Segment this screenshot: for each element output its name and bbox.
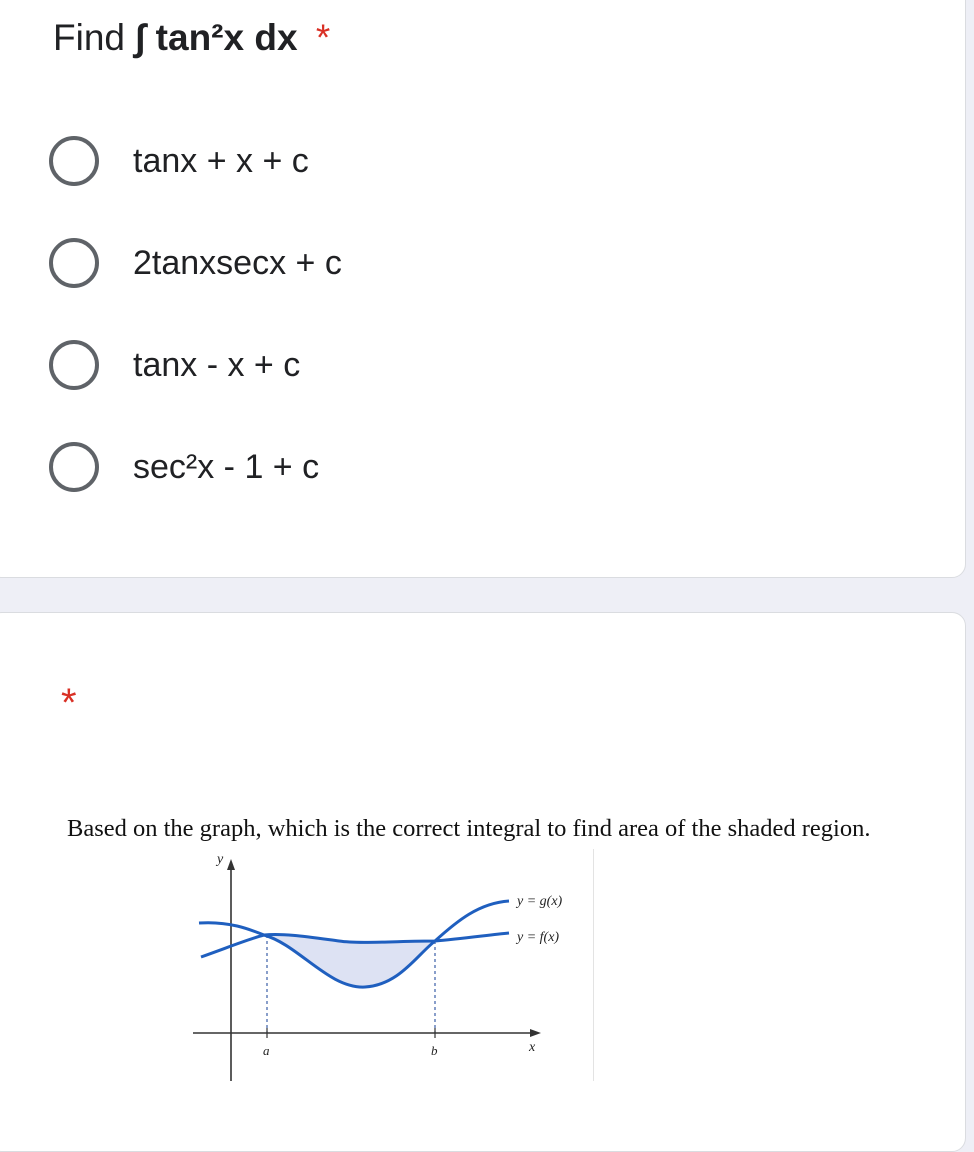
f-curve-label: y = f(x)	[517, 930, 560, 945]
answer-option-3[interactable]	[49, 340, 569, 390]
question-title-find: Find	[53, 17, 125, 58]
b-label: b	[431, 1043, 438, 1058]
a-label: a	[263, 1043, 270, 1058]
question-card-1	[0, 0, 966, 578]
question-title-expression: ∫ tan²x dx	[135, 17, 298, 58]
required-asterisk: *	[315, 17, 331, 58]
x-axis-arrow	[530, 1029, 541, 1037]
radio-button-icon[interactable]	[49, 340, 99, 390]
question-graph-image	[189, 849, 594, 1081]
answer-option-label: 2tanxsecx + c	[133, 244, 342, 282]
y-axis-arrow	[227, 859, 235, 870]
answer-option-1[interactable]	[49, 136, 569, 186]
radio-button-icon[interactable]	[49, 442, 99, 492]
answer-option-2[interactable]	[49, 238, 569, 288]
required-asterisk: *	[61, 681, 77, 725]
answer-option-4[interactable]	[49, 442, 569, 492]
area-between-curves-graph	[189, 849, 593, 1081]
answer-option-label: sec²x - 1 + c	[133, 448, 320, 486]
g-curve-label: y = g(x)	[517, 894, 563, 909]
question-title	[53, 19, 330, 56]
radio-button-icon[interactable]	[49, 136, 99, 186]
question-card-2	[0, 612, 966, 1152]
question-prompt: Based on the graph, which is the correct integral to find area of the shaded region.	[67, 815, 871, 842]
y-axis-label: y	[217, 852, 224, 867]
x-axis-label: x	[529, 1040, 536, 1055]
answer-option-label: tanx - x + c	[133, 346, 301, 384]
answer-option-label: tanx + x + c	[133, 142, 309, 180]
radio-button-icon[interactable]	[49, 238, 99, 288]
